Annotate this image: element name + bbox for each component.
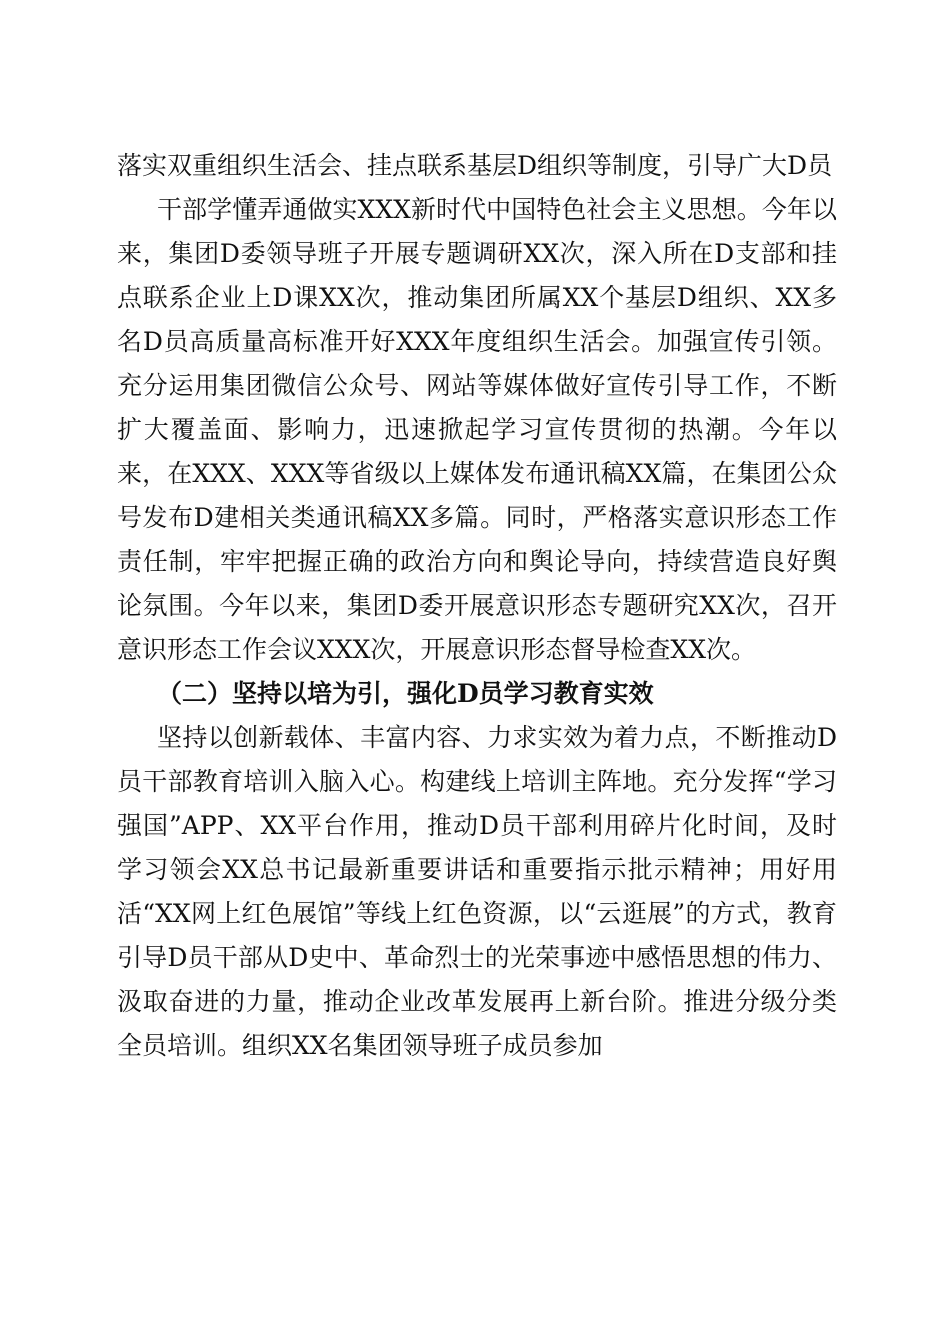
paragraph-3: 坚持以创新载体、丰富内容、力求实效为着力点，不断推动D员干部教育培训入脑入心。构建线上培训主阵地。充分发挥“学习强国”APP、XX平台作用，推动D员干部利用碎片化时间，及时学习领会XX总书记最新重要讲话和重要指示批示精神；用好用活“XX网上红色展馆”等线上红色资源，以“云逛展”的方式，教育引导D员干部从D史中、革命烈士的光荣事迹中感悟思想的伟力、汲取奋进的力量，推动企业改革发展再上新台阶。推进分级分类全员培训。组织XX名集团领导班子成员参加 <box>117 723 837 1060</box>
paragraph-1: 落实双重组织生活会、挂点联系基层D组织等制度，引导广大D员 <box>117 151 833 180</box>
document-body <box>117 144 837 1068</box>
section-heading: （二）坚持以培为引，强化D员学习教育实效 <box>157 679 654 708</box>
paragraph-2: 干部学懂弄通做实XXX新时代中国特色社会主义思想。今年以来，集团D委领导班子开展专题调研XX次，深入所在D支部和挂点联系企业上D课XX次，推动集团所属XX个基层D组织、XX多名D员高质量高标准开好XXX年度组织生活会。加强宣传引领。充分运用集团微信公众号、网站等媒体做好宣传引导工作，不断扩大覆盖面、影响力，迅速掀起学习宣传贯彻的热潮。今年以来，在XXX、XXX等省级以上媒体发布通讯稿XX篇，在集团公众号发布D建相关类通讯稿XX多篇。同时，严格落实意识形态工作责任制，牢牢把握正确的政治方向和舆论导向，持续营造良好舆论氛围。今年以来，集团D委开展意识形态专题研究XX次，召开意识形态工作会议XXX次，开展意识形态督导检查XX次。 <box>117 195 837 664</box>
